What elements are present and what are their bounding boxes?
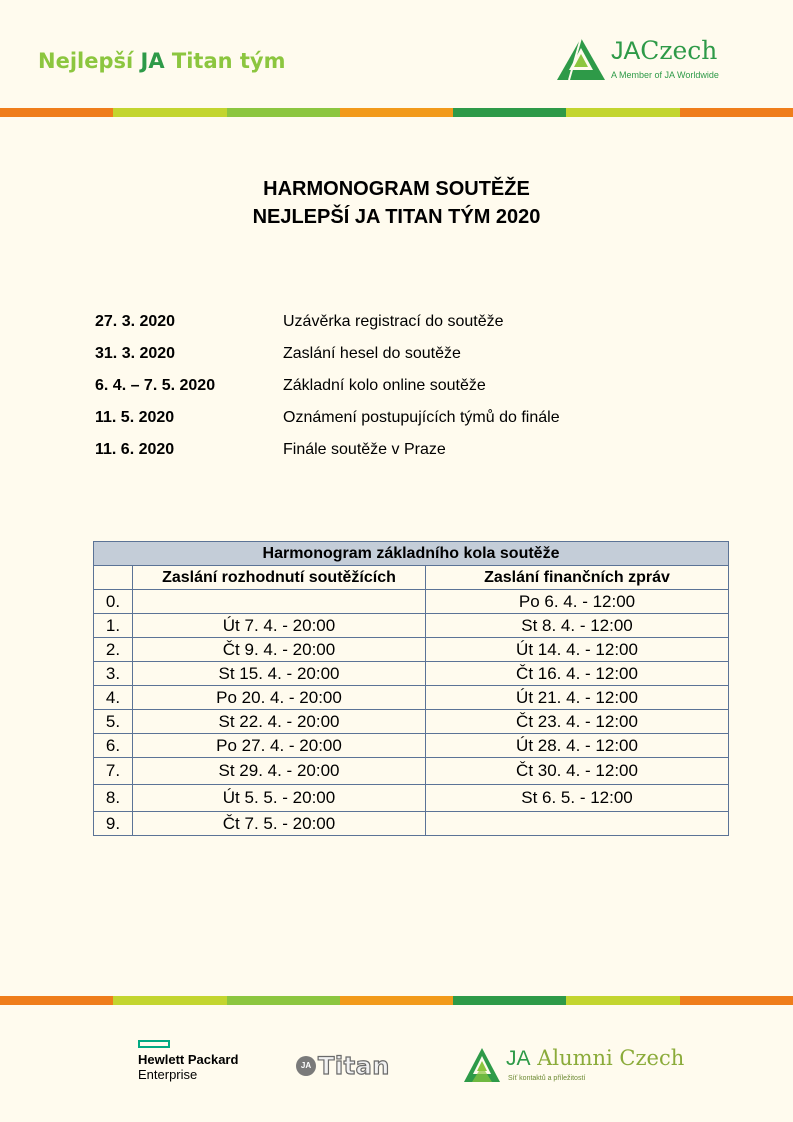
row-number-cell: 9.: [94, 812, 133, 836]
ja-alumni-logo: [462, 1046, 685, 1086]
row-number-cell: 8.: [94, 785, 133, 812]
hpe-name-line1: Hewlett Packard: [138, 1052, 239, 1067]
alumni-triangle-icon: [462, 1046, 502, 1084]
bottom-color-stripe: [0, 996, 793, 1005]
stripe-segment: [566, 108, 679, 117]
table-row: [94, 785, 729, 812]
report-deadline-cell: Út 28. 4. - 12:00: [426, 734, 729, 758]
titan-ja-badge: JA: [296, 1056, 316, 1076]
table-header-index: [94, 566, 133, 590]
ja-czech-brand: [611, 36, 717, 66]
row-number-cell: 4.: [94, 686, 133, 710]
report-deadline-cell: Út 21. 4. - 12:00: [426, 686, 729, 710]
decision-deadline-cell: Čt 9. 4. - 20:00: [133, 638, 426, 662]
report-deadline-cell: Čt 30. 4. - 12:00: [426, 758, 729, 785]
ja-triangle-icon: [555, 36, 607, 82]
key-date-event: Zaslání hesel do soutěže: [283, 345, 461, 362]
report-deadline-cell: St 8. 4. - 12:00: [426, 614, 729, 638]
report-deadline-cell: Čt 16. 4. - 12:00: [426, 662, 729, 686]
stripe-segment: [227, 996, 340, 1005]
round-schedule-table: [93, 541, 729, 836]
table-row: [94, 758, 729, 785]
header-title-ja: JA: [140, 49, 165, 73]
table-row: [94, 686, 729, 710]
stripe-segment: [340, 108, 453, 117]
key-date: 11. 5. 2020: [95, 409, 175, 426]
key-date: 6. 4. – 7. 5. 2020: [95, 377, 216, 394]
table-row: [94, 662, 729, 686]
report-deadline-cell: Čt 23. 4. - 12:00: [426, 710, 729, 734]
key-date-event: Finále soutěže v Praze: [283, 441, 446, 458]
report-deadline-cell: Út 14. 4. - 12:00: [426, 638, 729, 662]
stripe-segment: [680, 996, 793, 1005]
stripe-segment: [113, 108, 226, 117]
table-row: [94, 734, 729, 758]
key-date-row: [95, 434, 560, 466]
row-number-cell: 6.: [94, 734, 133, 758]
report-deadline-cell: [426, 812, 729, 836]
stripe-segment: [566, 996, 679, 1005]
stripe-segment: [0, 996, 113, 1005]
top-color-stripe: [0, 108, 793, 117]
ja-czech-brand-country: Czech: [640, 36, 718, 65]
row-number-cell: 7.: [94, 758, 133, 785]
table-row: [94, 710, 729, 734]
header-title-part1: Nejlepší: [38, 49, 141, 73]
key-date-event: Uzávěrka registrací do soutěže: [283, 313, 504, 330]
table-row: [94, 590, 729, 614]
hpe-name-line2: Enterprise: [138, 1067, 198, 1082]
table-row: [94, 614, 729, 638]
table-row: [94, 638, 729, 662]
header-title: [38, 49, 286, 73]
stripe-segment: [680, 108, 793, 117]
stripe-segment: [227, 108, 340, 117]
table-caption: Harmonogram základního kola soutěže: [94, 542, 729, 566]
stripe-segment: [113, 996, 226, 1005]
decision-deadline-cell: Po 20. 4. - 20:00: [133, 686, 426, 710]
stripe-segment: [453, 996, 566, 1005]
key-date-row: [95, 306, 560, 338]
alumni-brand-rest: Alumni Czech: [530, 1046, 685, 1070]
stripe-segment: [340, 996, 453, 1005]
header-title-part2: Titan tým: [164, 49, 286, 73]
key-date-event: Základní kolo online soutěže: [283, 377, 486, 394]
key-date-row: [95, 370, 560, 402]
key-date-event: Oznámení postupujících týmů do finále: [283, 409, 560, 426]
decision-deadline-cell: St 15. 4. - 20:00: [133, 662, 426, 686]
key-dates-list: [95, 306, 560, 466]
titan-wordmark: Titan: [318, 1052, 390, 1080]
ja-czech-brand-ja: JA: [611, 37, 641, 65]
key-date-row: [95, 338, 560, 370]
title-line-2: NEJLEPŠÍ JA TITAN TÝM 2020: [252, 206, 541, 228]
alumni-brand: [506, 1046, 684, 1071]
row-number-cell: 5.: [94, 710, 133, 734]
hpe-logo: [138, 1040, 238, 1082]
stripe-segment: [453, 108, 566, 117]
row-number-cell: 0.: [94, 590, 133, 614]
alumni-tagline: Síť kontaktů a příležitostí: [508, 1075, 586, 1082]
decision-deadline-cell: [133, 590, 426, 614]
table-row: [94, 812, 729, 836]
partner-logos: [0, 1040, 793, 1090]
key-date: 31. 3. 2020: [95, 345, 176, 362]
title-line-1: HARMONOGRAM SOUTĚŽE: [263, 178, 530, 200]
table-header-decisions: Zaslání rozhodnutí soutěžících: [133, 566, 426, 590]
row-number-cell: 3.: [94, 662, 133, 686]
key-date-row: [95, 402, 560, 434]
decision-deadline-cell: Út 7. 4. - 20:00: [133, 614, 426, 638]
hpe-rectangle-icon: [138, 1040, 170, 1048]
key-date: 11. 6. 2020: [95, 441, 175, 458]
alumni-brand-ja: JA: [506, 1047, 531, 1070]
table-header-reports: Zaslání finančních zpráv: [426, 566, 729, 590]
report-deadline-cell: Po 6. 4. - 12:00: [426, 590, 729, 614]
ja-czech-logo: [555, 36, 735, 84]
decision-deadline-cell: Po 27. 4. - 20:00: [133, 734, 426, 758]
decision-deadline-cell: Út 5. 5. - 20:00: [133, 785, 426, 812]
decision-deadline-cell: Čt 7. 5. - 20:00: [133, 812, 426, 836]
report-deadline-cell: St 6. 5. - 12:00: [426, 785, 729, 812]
document-title: [0, 175, 793, 231]
decision-deadline-cell: St 29. 4. - 20:00: [133, 758, 426, 785]
table-body: [94, 590, 729, 836]
titan-logo: [296, 1052, 390, 1080]
decision-deadline-cell: St 22. 4. - 20:00: [133, 710, 426, 734]
ja-czech-tagline: A Member of JA Worldwide: [611, 70, 719, 80]
row-number-cell: 1.: [94, 614, 133, 638]
key-date: 27. 3. 2020: [95, 313, 176, 330]
row-number-cell: 2.: [94, 638, 133, 662]
stripe-segment: [0, 108, 113, 117]
